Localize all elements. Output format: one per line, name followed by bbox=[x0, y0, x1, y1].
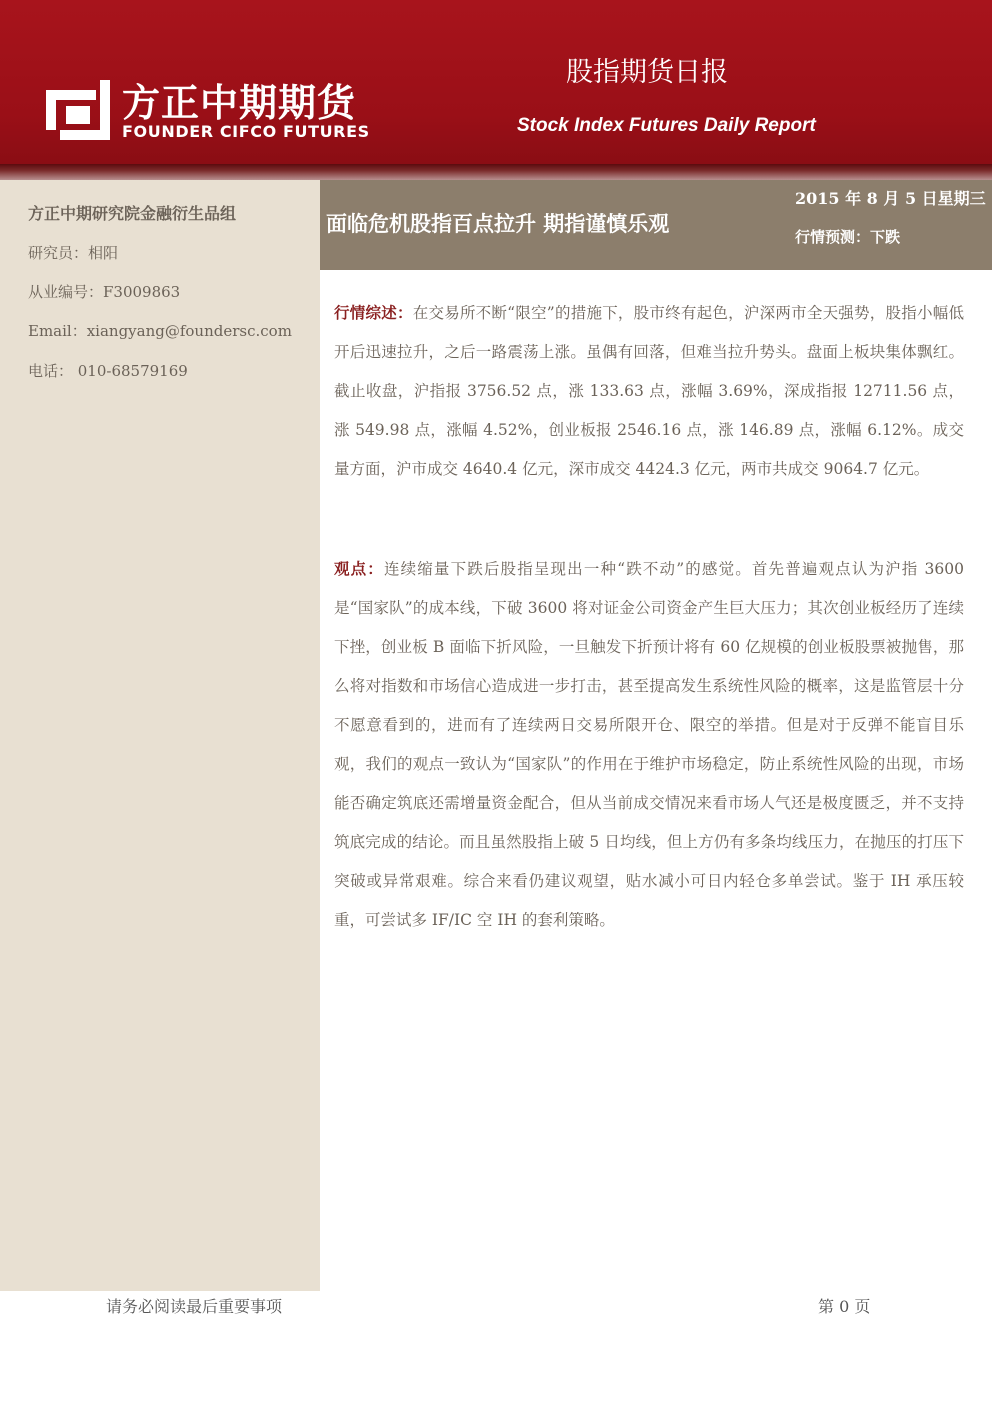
header-divider bbox=[0, 164, 992, 180]
sidebar-phone: 电话： 010-68579169 bbox=[28, 362, 188, 380]
market-forecast: 行情预测：下跌 bbox=[795, 228, 901, 246]
footer-notice: 请务必阅读最后重要事项 bbox=[106, 1297, 283, 1316]
logo-chinese-name: 方正中期期货 bbox=[122, 81, 357, 125]
market-summary-paragraph bbox=[334, 294, 964, 489]
article-title: 面临危机股指百点拉升 期指谨慎乐观 bbox=[326, 212, 670, 236]
page-number: 第 0 页 bbox=[818, 1297, 871, 1316]
sidebar-department: 方正中期研究院金融衍生品组 bbox=[28, 204, 237, 223]
report-title-chinese: 股指期货日报 bbox=[566, 57, 728, 88]
sidebar-panel bbox=[0, 180, 320, 1291]
article-date: 2015 年 8 月 5 日星期三 bbox=[795, 189, 986, 208]
report-title-english: Stock Index Futures Daily Report bbox=[517, 115, 816, 136]
sidebar-email[interactable]: Email：xiangyang@foundersc.com bbox=[28, 322, 292, 340]
view-text: 连续缩量下跌后股指呈现出一种“跌不动”的感觉。首先普遍观点认为沪指 3600 是“国家队”的成本线，下破 3600 将对证金公司资金产生巨大压力；其次创业板经历了连续下挫，创业板 B 面临下折风险，一旦触发下折预计将有 60 亿规模的创业板股票被抛售，那么将对指数和市场信心造成进一步打击，甚至提高发生系统性风险的概率，这是监管层十分不愿意看到的，进而有了连续两日交易所限开仓、限空的举措。但是对于反弹不能盲目乐观，我们的观点一致认为“国家队”的作用在于维护市场稳定，防止系统性风险的出现，市场能否确定筑底还需增量资金配合，但从当前成交情况来看市场人气还是极度匮乏，并不支持筑底完成的结论。而且虽然股指上破 5 日均线，但上方仍有多条均线压力，在抛压的打压下突破或异常艰难。综合来看仍建议观望，贴水减小可日内轻仓多单尝试。鉴于 IH 承压较重，可尝试多 IF/IC 空 IH 的套利策略。 bbox=[334, 560, 964, 929]
sidebar-researcher: 研究员：相阳 bbox=[28, 244, 119, 262]
summary-label: 行情综述： bbox=[334, 304, 413, 322]
summary-text: 在交易所不断“限空”的措施下，股市终有起色，沪深两市全天强势，股指小幅低开后迅速拉升，之后一路震荡上涨。虽偶有回落，但难当拉升势头。盘面上板块集体飘红。截止收盘，沪指报 3756.52 点，涨 133.63 点，涨幅 3.69%，深成指报 12711.56 点，涨 549.98 点，涨幅 4.52%，创业板报 2546.16 点，涨 146.89 点，涨幅 6.12%。成交量方面，沪市成交 4640.4 亿元，深市成交 4424.3 亿元，两市共成交 9064.7 亿元。 bbox=[334, 304, 964, 478]
founder-logo-icon bbox=[46, 76, 110, 140]
viewpoint-paragraph bbox=[334, 550, 964, 940]
sidebar-license: 从业编号：F3009863 bbox=[28, 283, 181, 301]
view-label: 观点： bbox=[334, 560, 384, 578]
logo-english-name: FOUNDER CIFCO FUTURES bbox=[122, 122, 370, 141]
